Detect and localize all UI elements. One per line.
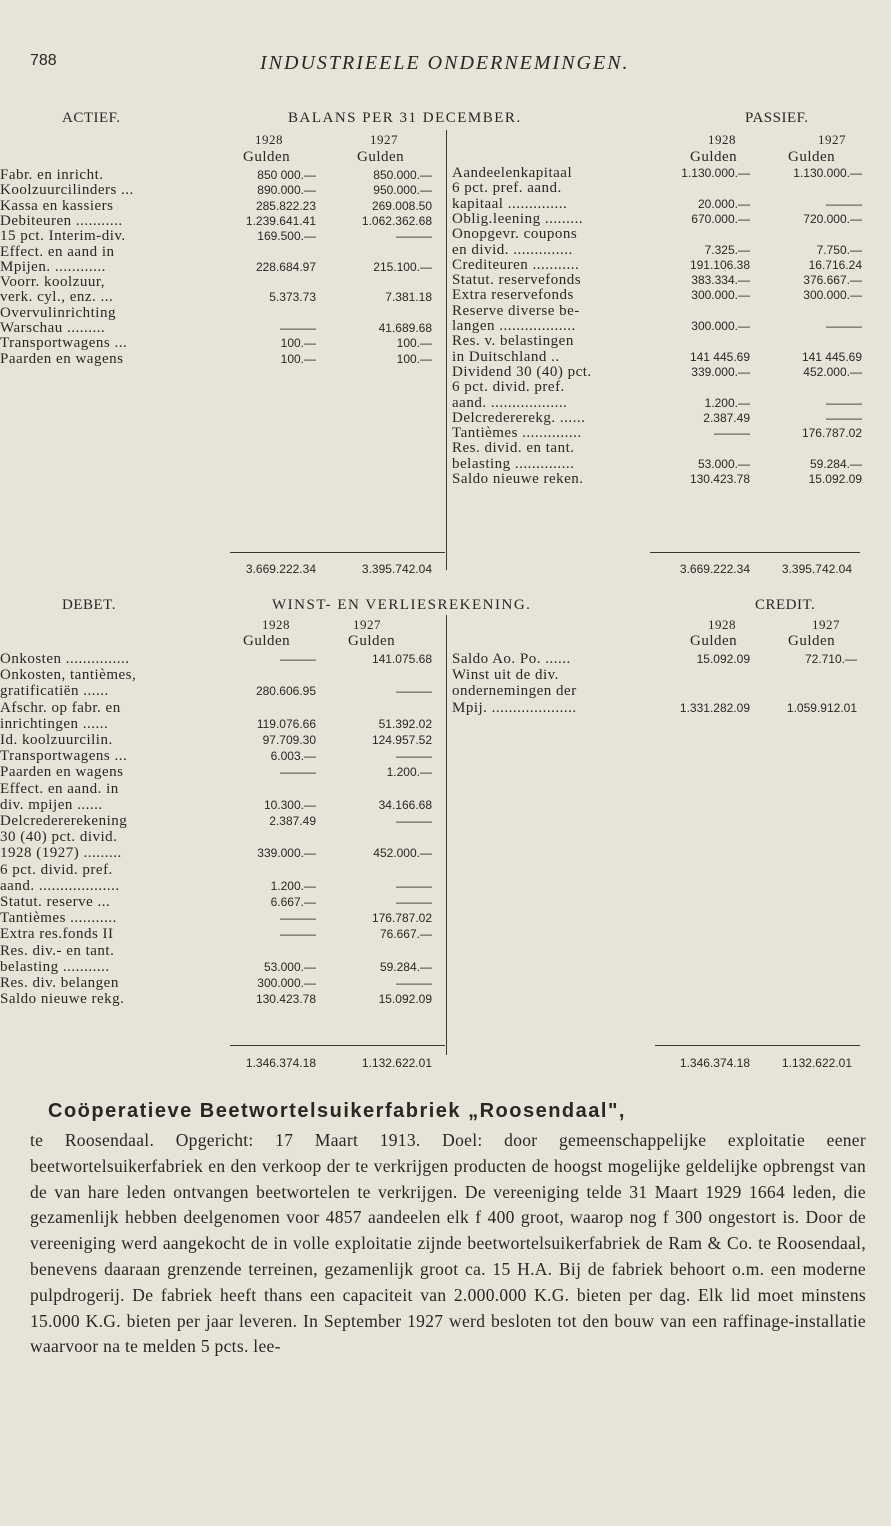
row-value-1928: 300.000.—: [691, 288, 750, 303]
row-label: Extra reservefonds: [452, 287, 574, 304]
row-value-1928: 285.822.23: [255, 198, 316, 213]
page-header: [30, 52, 851, 82]
row-value-1927: 72.710.—: [804, 652, 857, 666]
row-label: Mpijen. ............: [0, 258, 106, 275]
year-1928: 1928: [262, 617, 290, 632]
credit-total-1927: 1.132.622.01: [781, 1056, 852, 1070]
row-value-1928: 339.000.—: [257, 846, 316, 861]
row-value-1928: 850 000.—: [257, 168, 316, 182]
row-value-1927: 215.100.—: [373, 259, 432, 274]
unit-label: Gulden: [243, 633, 291, 649]
row-value-1927: 100.—: [396, 336, 432, 351]
row-value-1928: 141 445.69: [689, 349, 750, 364]
row-label: in Duitschland ..: [452, 348, 560, 365]
row-value-1927: 100.—: [396, 351, 432, 366]
row-label: Debiteuren ...........: [0, 212, 123, 229]
column-divider: [446, 130, 447, 570]
row-label: Res. div. belangen: [0, 975, 119, 991]
balance-heading: BALANS PER 31 DECEMBER.: [288, 110, 522, 126]
row-label: Tantièmes ...........: [0, 910, 117, 927]
row-value-1928: 169.500.—: [257, 229, 316, 244]
unit-label: Gulden: [690, 149, 738, 165]
row-label: Effect. en aand in: [0, 243, 115, 260]
row-value-1927: 1.062.362.68: [361, 213, 432, 228]
company-title: Coöperatieve Beetwortelsuikerfabriek „Roosendaal",: [48, 1100, 626, 1122]
year-1928: 1928: [708, 617, 736, 632]
unit-label: Gulden: [357, 149, 405, 165]
row-label: en divid. ..............: [452, 241, 573, 258]
row-label: Winst uit de div.: [452, 667, 559, 684]
row-value-1928: 20.000.—: [697, 196, 750, 211]
actief-total-1927: 3.395.742.04: [361, 562, 432, 576]
row-label: Extra res.fonds II: [0, 926, 114, 943]
row-value-1928: ———: [280, 321, 316, 335]
row-label: Voorr. koolzuur,: [0, 274, 106, 291]
debet-total-1927: 1.132.622.01: [361, 1056, 432, 1070]
row-value-1928: 6.667.—: [270, 895, 316, 909]
row-value-1927: 176.787.02: [371, 911, 432, 926]
row-value-1928: 97.709.30: [262, 733, 316, 747]
row-value-1927: ———: [396, 684, 432, 699]
row-value-1928: 670.000.—: [691, 211, 750, 226]
total-rule: [655, 1045, 860, 1046]
row-label: Paarden en wagens: [0, 764, 124, 781]
row-label: Res. div.- en tant.: [0, 942, 115, 959]
row-value-1927: 1.059.912.01: [786, 700, 857, 715]
row-label: Res. divid. en tant.: [452, 440, 575, 457]
row-label: 6 pct. divid. pref.: [452, 379, 565, 396]
row-value-1927: 376.667.—: [803, 273, 862, 288]
total-rule: [650, 552, 860, 553]
year-1928: 1928: [255, 132, 283, 147]
row-label: Transportwagens ...: [0, 335, 128, 352]
row-value-1927: ———: [826, 395, 862, 410]
row-value-1927: 41.689.68: [378, 321, 432, 335]
row-label: Statut. reserve ...: [0, 894, 111, 910]
row-value-1927: 850.000.—: [373, 168, 432, 182]
row-label: gratificatiën ......: [0, 683, 109, 700]
row-value-1928: 1.331.282.09: [679, 700, 750, 715]
row-value-1928: 383.334.—: [691, 273, 750, 288]
row-label: Delcredererekening: [0, 813, 128, 829]
credit-heading: CREDIT.: [755, 597, 816, 613]
row-label: kapitaal ..............: [452, 195, 568, 212]
row-label: Reserve diverse be-: [452, 302, 580, 319]
row-label: Kassa en kassiers: [0, 197, 114, 214]
row-label: Onkosten ...............: [0, 651, 130, 667]
row-value-1928: ———: [280, 911, 316, 926]
row-value-1927: 950.000.—: [373, 183, 432, 198]
row-label: Paarden en wagens: [0, 350, 124, 367]
year-1928: 1928: [708, 132, 736, 147]
row-value-1928: 191.106.38: [689, 257, 750, 272]
row-value-1927: 59.284.—: [809, 456, 862, 471]
row-label: Res. v. belastingen: [452, 333, 574, 350]
row-label: 15 pct. Interim-div.: [0, 228, 126, 245]
row-label: Koolzuurcilinders ...: [0, 182, 134, 199]
row-value-1928: ———: [280, 927, 316, 942]
passief-total-1928: 3.669.222.34: [679, 562, 750, 576]
row-label: Saldo Ao. Po. ......: [452, 651, 571, 667]
debet-heading: DEBET.: [62, 597, 116, 613]
row-value-1927: 15.092.09: [378, 992, 432, 1007]
credit-total-1928: 1.346.374.18: [679, 1056, 750, 1070]
company-description: te Roosendaal. Opgericht: 17 Maart 1913. Doel: door gemeenschappelijke exploitatie eener beetwortelsuikerfabriek en den verkoop der te verkrijgen producten de hoogst mogelijke geldelijke opbrengst van de van hare leden ontvangen beetwortelen te verkrijgen. De vereeniging telde 31 Maart 1929 1664 leden, die gezamenlijk hebben deelgenomen voor 4857 aandeelen elk f 400 groot, waarop nog f 300 ongestort is. Door de vereeniging werd aangekocht de in volle exploitatie zijnde beetwortelsuikerfabriek de Ram & Co. te Roosendaal, benevens daaraan grenzende terreinen, gezamenlijk groot ca. 15 H.A. Bij de fabriek behoort o.m. een moderne pulpdrogerij. De fabriek heeft thans een capaciteit van 2.000.000 K.G. bieten per dag. Elk lid moet minstens 15.000 K.G. bieten per jaar leveren. In September 1927 werd besloten tot den bouw van een raffinage-installatie waarvoor na te melden 5 pcts. lee-: [30, 1130, 866, 1357]
row-label: Delcredererekg. ......: [452, 409, 586, 426]
row-value-1927: 141.075.68: [371, 652, 432, 666]
row-label: 6 pct. divid. pref.: [0, 861, 113, 878]
row-label: Id. koolzuurcilin.: [0, 732, 113, 748]
row-value-1927: 76.667.—: [379, 927, 432, 942]
row-label: Transportwagens ...: [0, 748, 128, 765]
row-value-1927: 720.000.—: [803, 211, 862, 226]
row-label: Tantièmes ..............: [452, 425, 582, 442]
running-title: INDUSTRIEELE ONDERNEMINGEN.: [260, 52, 630, 74]
row-value-1927: 7.381.18: [385, 290, 432, 305]
row-value-1928: 130.423.78: [689, 472, 750, 486]
row-value-1928: 7.325.—: [704, 242, 750, 257]
row-value-1927: ———: [826, 410, 862, 425]
year-1927: 1927: [353, 617, 381, 632]
row-value-1927: ———: [396, 749, 432, 764]
row-value-1928: 53.000.—: [263, 959, 316, 974]
row-value-1928: 228.684.97: [255, 259, 316, 274]
row-value-1928: ———: [280, 652, 316, 666]
row-value-1927: 452.000.—: [373, 846, 432, 861]
row-value-1928: 119.076.66: [256, 716, 316, 731]
row-value-1928: 10.300.—: [263, 797, 316, 812]
row-value-1927: ———: [396, 878, 432, 893]
row-label: Saldo nieuwe reken.: [452, 471, 584, 487]
passief-total-1927: 3.395.742.04: [781, 562, 852, 576]
row-value-1927: 16.716.24: [808, 257, 862, 272]
row-value-1927: 141 445.69: [801, 349, 862, 364]
row-label: Onopgevr. coupons: [452, 226, 578, 243]
row-label: Overvulinrichting: [0, 304, 116, 321]
row-value-1928: 339.000.—: [691, 364, 750, 379]
row-value-1928: 890.000.—: [257, 183, 316, 198]
row-value-1927: 34.166.68: [378, 797, 432, 812]
row-value-1928: ———: [714, 426, 750, 441]
row-value-1928: 15.092.09: [696, 652, 750, 666]
row-label: aand. ..................: [452, 394, 568, 411]
row-value-1927: ———: [396, 976, 432, 990]
row-label: belasting ...........: [0, 958, 110, 975]
row-value-1927: 1.130.000.—: [793, 166, 862, 180]
row-value-1927: 15.092.09: [808, 472, 862, 486]
row-value-1928: 53.000.—: [697, 456, 750, 471]
row-value-1927: 51.392.02: [378, 716, 432, 731]
row-label: Fabr. en inricht.: [0, 167, 104, 183]
row-value-1927: 59.284.—: [379, 959, 432, 974]
row-value-1928: 1.200.—: [704, 395, 750, 410]
row-value-1928: 2.387.49: [269, 814, 316, 828]
row-label: belasting ..............: [452, 455, 575, 472]
row-value-1927: 1.200.—: [386, 765, 432, 780]
row-value-1927: 7.750.—: [816, 242, 862, 257]
row-label: ondernemingen der: [452, 683, 577, 700]
row-value-1928: 300.000.—: [691, 319, 750, 333]
row-value-1927: ———: [396, 895, 432, 909]
row-value-1928: 280.606.95: [255, 684, 316, 699]
row-label: verk. cyl., enz. ...: [0, 289, 114, 306]
unit-label: Gulden: [243, 149, 291, 165]
row-label: div. mpijen ......: [0, 796, 103, 813]
row-value-1927: ———: [826, 319, 862, 333]
row-label: Statut. reservefonds: [452, 272, 582, 289]
row-label: langen ..................: [452, 318, 576, 334]
row-value-1927: ———: [396, 229, 432, 244]
row-label: 30 (40) pct. divid.: [0, 829, 118, 846]
row-label: Mpij. ....................: [452, 699, 577, 716]
row-label: Warschau .........: [0, 320, 106, 336]
row-label: inrichtingen ......: [0, 715, 109, 732]
row-label: aand. ...................: [0, 877, 120, 894]
pl-heading: WINST- EN VERLIESREKENING.: [272, 597, 532, 613]
row-value-1928: ———: [280, 765, 316, 780]
row-value-1928: 6.003.—: [270, 749, 316, 764]
year-1927: 1927: [812, 617, 840, 632]
row-value-1928: 100.—: [280, 336, 316, 351]
column-divider: [446, 615, 447, 1055]
row-value-1928: 1.239.641.41: [245, 213, 316, 228]
row-value-1927: 452.000.—: [803, 364, 862, 379]
row-label: Oblig.leening .........: [452, 210, 584, 227]
debet-total-1928: 1.346.374.18: [245, 1056, 316, 1070]
row-value-1928: 1.130.000.—: [681, 166, 750, 180]
year-1927: 1927: [818, 132, 846, 147]
row-value-1928: 100.—: [280, 351, 316, 366]
row-value-1928: 300.000.—: [257, 976, 316, 990]
unit-label: Gulden: [788, 149, 836, 165]
row-value-1927: 269.008.50: [371, 198, 432, 213]
total-rule: [230, 552, 445, 553]
row-value-1928: 2.387.49: [703, 410, 750, 425]
row-label: Onkosten, tantièmes,: [0, 667, 137, 684]
row-value-1928: 5.373.73: [269, 290, 316, 305]
row-value-1927: 124.957.52: [371, 733, 432, 747]
row-value-1927: 300.000.—: [803, 288, 862, 303]
row-label: 6 pct. pref. aand.: [452, 180, 562, 197]
actief-heading: ACTIEF.: [62, 110, 121, 126]
row-label: Effect. en aand. in: [0, 780, 119, 797]
row-label: Dividend 30 (40) pct.: [452, 363, 592, 380]
row-value-1927: 176.787.02: [801, 426, 862, 441]
unit-label: Gulden: [690, 633, 738, 649]
unit-label: Gulden: [348, 633, 396, 649]
row-value-1927: ———: [396, 814, 432, 828]
row-value-1927: ———: [826, 196, 862, 211]
actief-total-1928: 3.669.222.34: [245, 562, 316, 576]
row-label: 1928 (1927) .........: [0, 845, 122, 862]
total-rule: [230, 1045, 445, 1046]
row-value-1928: 130.423.78: [255, 992, 316, 1007]
page-number: 788: [30, 52, 57, 69]
row-label: Saldo nieuwe rekg.: [0, 991, 125, 1008]
unit-label: Gulden: [788, 633, 836, 649]
row-value-1928: 1.200.—: [270, 878, 316, 893]
row-label: Afschr. op fabr. en: [0, 699, 121, 716]
passief-heading: PASSIEF.: [745, 110, 809, 126]
row-label: Aandeelenkapitaal: [452, 165, 573, 181]
row-label: Crediteuren ...........: [452, 256, 580, 273]
year-1927: 1927: [370, 132, 398, 147]
